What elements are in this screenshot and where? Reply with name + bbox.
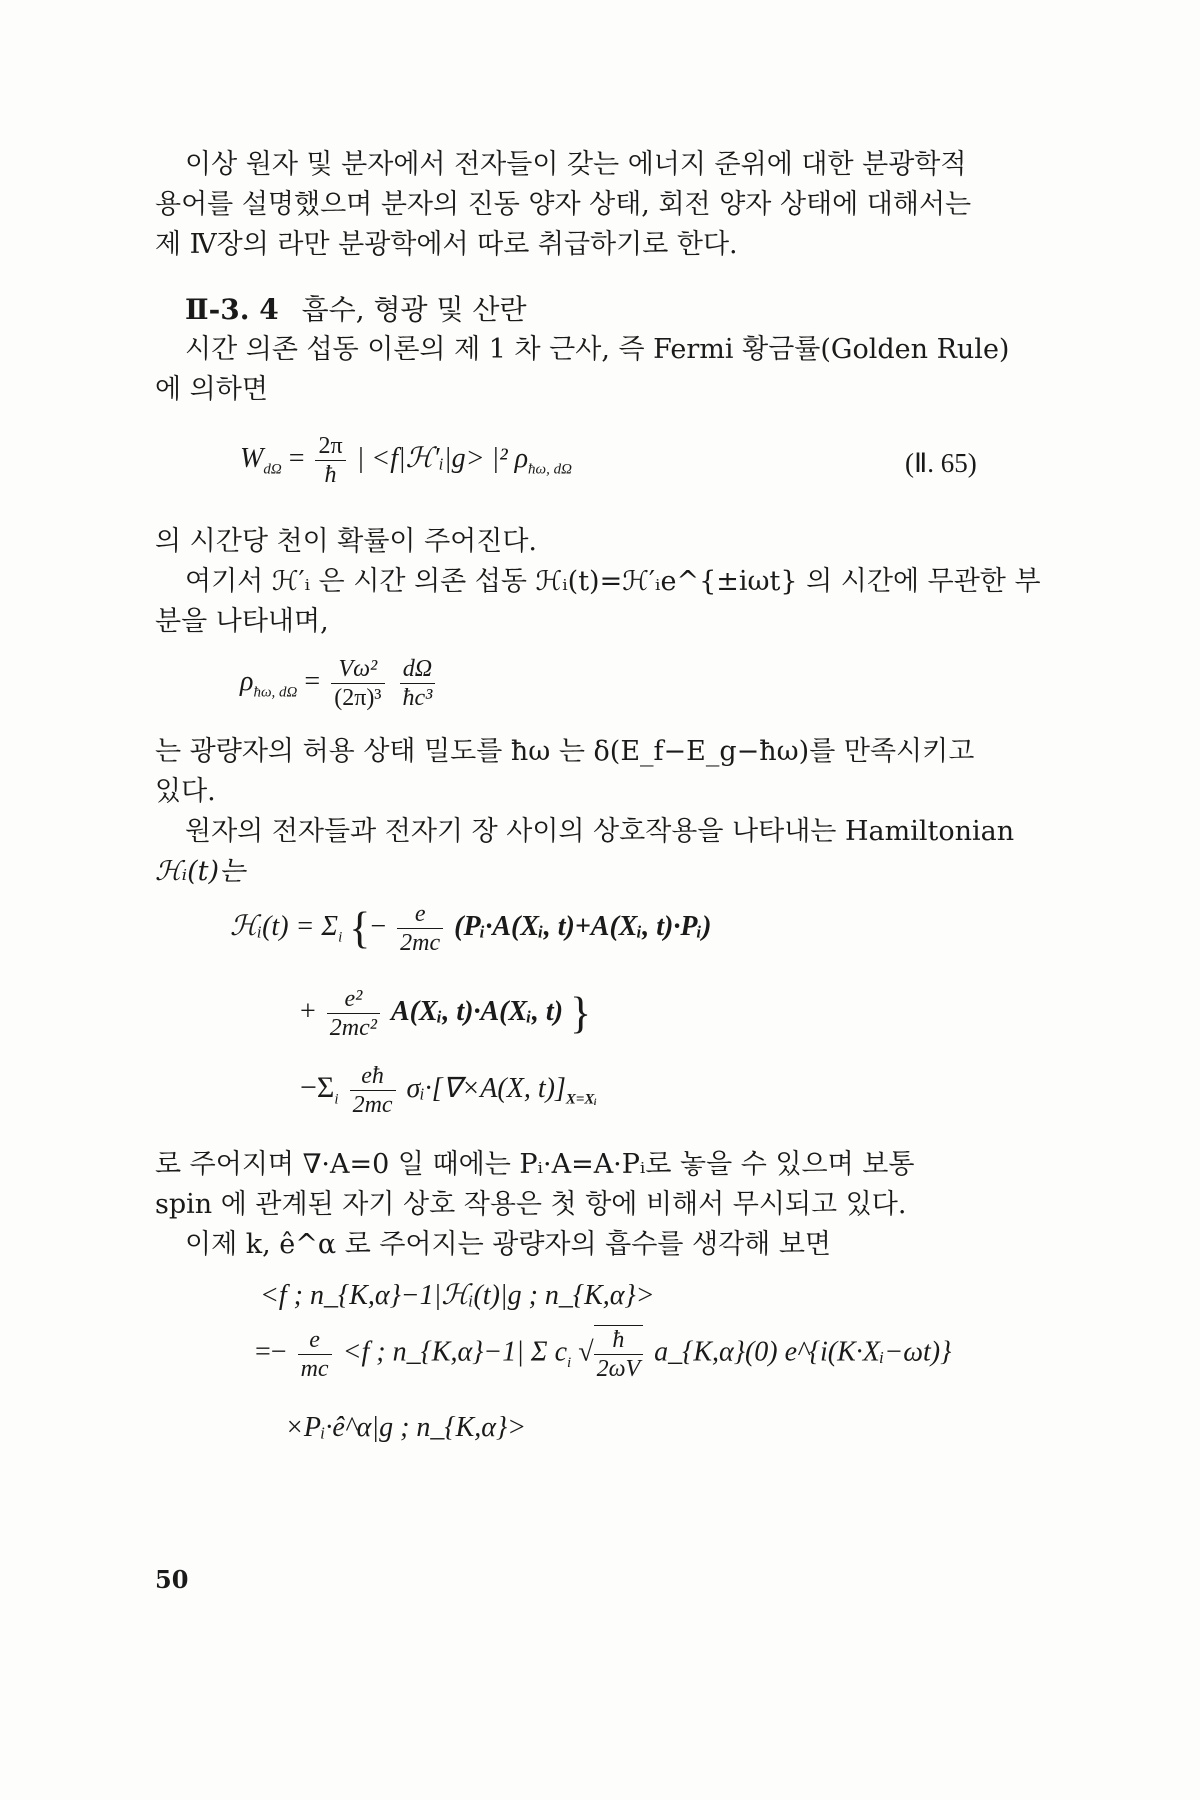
paragraph-1-line-1: 이상 원자 및 분자에서 전자들이 갖는 에너지 준위에 대한 분광학적	[185, 149, 967, 180]
paragraph-3-line-3: 분을 나타내며,	[155, 606, 329, 637]
paragraph-2-line-1: 시간 의존 섭동 이론의 제 1 차 근사, 즉 Fermi 황금률(Golden Rule)	[185, 334, 1010, 365]
ham-row3-frac-den: 2mc	[350, 1090, 396, 1119]
paragraph-1-line-3: 제 Ⅳ장의 라만 분광학에서 따로 취급하기로 한다.	[155, 229, 738, 260]
equation-absorption-row-3: ×Pᵢ·ê^α|g ; n_{K,α}>	[285, 1412, 527, 1443]
eq-rho-f2-num: dΩ	[402, 656, 433, 682]
abs-row2-sum-index: i	[567, 1355, 572, 1372]
abs-row2-sqrt-num: ħ	[612, 1327, 625, 1353]
paragraph-3-line-2: 여기서 ℋ′ᵢ 은 시간 의존 섭동 ℋᵢ(t)=ℋ′ᵢe^{±iωt} 의 시간에 무관한 부	[185, 566, 1041, 597]
eq65-equals: =	[288, 442, 305, 474]
ham-row3-sum-index: i	[334, 1091, 339, 1108]
ham-row2-frac-num: e²	[344, 986, 363, 1012]
eq65-lhs: W	[240, 442, 264, 474]
equation-hamiltonian-row-3	[300, 1062, 597, 1119]
paragraph-2-line-2: 에 의하면	[155, 374, 268, 405]
paragraph-4-line-4: ℋᵢ(t)는	[155, 856, 246, 887]
eq-rho-fraction-1	[331, 655, 384, 712]
ham-row2-frac-den: 2mc²	[327, 1013, 380, 1042]
abs-row2-mid: <f ; n_{K,α}−1| Σ c	[342, 1336, 568, 1368]
equation-hamiltonian-row-2: + $\frac{\text{e²}}{\text{2mc²}}$ A(Xᵢ, t)·A(Xᵢ, t) }	[300, 986, 592, 1041]
eq-rho-equals: =	[304, 665, 321, 697]
section-title: 흡수, 형광 및 산란	[301, 293, 527, 326]
ham-row3-fraction	[350, 1062, 396, 1119]
eq-rho-lhs-sub: ħω, dΩ	[253, 684, 298, 701]
eq-rho-f2-den: ħc³	[400, 683, 436, 712]
abs-row2-frac-num: e	[309, 1326, 320, 1353]
abs-row2-prefix: =−	[255, 1336, 287, 1368]
paragraph-4-line-3: 원자의 전자들과 전자기 장 사이의 상호작용을 나타내는 Hamiltonian	[185, 816, 1015, 847]
ham-row3-frac-num: eħ	[361, 1063, 384, 1089]
eq65-rho: ρ	[514, 442, 529, 474]
equation-rho	[240, 655, 439, 712]
ham-row1-fraction	[397, 900, 443, 957]
ham-row1-frac-num: e	[414, 901, 426, 927]
equation-65	[240, 432, 572, 489]
abs-row2-frac-den: mc	[298, 1354, 332, 1383]
eq65-rho-sub: ħω, dΩ	[528, 461, 572, 478]
paragraph-4-line-2: 있다.	[155, 776, 216, 807]
equation-hamiltonian-row-1: ℋᵢ(t) = $\Sigma_i$ {− $\frac{e}{2mc}$ (Pᵢ·A(Xᵢ, t)+A(Xᵢ, t)·Pᵢ)	[230, 901, 712, 956]
section-heading	[185, 290, 527, 330]
sqrt-icon: √	[578, 1336, 594, 1368]
eq-rho-f1-num: Vω²	[338, 656, 378, 682]
eq-rho-fraction-2	[400, 655, 436, 712]
ham-row2-rest: A(Xᵢ, t)·A(Xᵢ, t)	[390, 995, 564, 1027]
ham-row1-lhs: ℋᵢ(t) = Σ	[230, 910, 339, 942]
ham-row2-fraction	[327, 985, 380, 1042]
eq-rho-lhs: ρ	[240, 665, 254, 697]
ham-row3-sub: X=Xᵢ	[565, 1091, 597, 1108]
eq65-frac-num: 2π	[318, 433, 343, 459]
equation-absorption-row-1: <f ; n_{K,α}−1|ℋᵢ(t)|g ; n_{K,α}>	[260, 1280, 655, 1311]
paragraph-5-line-1: 로 주어지며 ∇·A=0 일 때에는 Pᵢ·A=A·Pᵢ로 놓을 수 있으며 보통	[155, 1149, 915, 1180]
section-number: Ⅱ-3. 4	[185, 293, 279, 326]
ham-row1-rest: (Pᵢ·A(Xᵢ, t)+A(Xᵢ, t)·Pᵢ)	[454, 910, 712, 942]
left-brace-icon: {	[349, 903, 371, 953]
eq-rho-f1-den: (2π)³	[331, 683, 384, 712]
paragraph-5-line-3: 이제 k, ê^α 로 주어지는 광량자의 흡수를 생각해 보면	[185, 1229, 831, 1260]
paragraph-5-line-2: spin 에 관계된 자기 상호 작용은 첫 항에 비해서 무시되고 있다.	[155, 1189, 907, 1220]
equation-absorption-row-2	[255, 1325, 951, 1383]
equation-65-label: (Ⅱ. 65)	[905, 448, 977, 478]
abs-row2-sqrt-fraction	[594, 1325, 644, 1383]
ham-row1-frac-den: 2mc	[397, 928, 443, 957]
abs-row2-tail: a_{K,α}(0) e^{i(K·Xᵢ−ωt)}	[654, 1336, 952, 1368]
eq65-lhs-sub: dΩ	[263, 461, 282, 478]
paragraph-3-line-1: 의 시간당 천이 확률이 주어진다.	[155, 526, 537, 557]
eq65-matrix-element: | <f|ℋ′ᵢ|g> |²	[356, 442, 508, 474]
paragraph-1-line-2: 용어를 설명했으며 분자의 진동 양자 상태, 회전 양자 상태에 대해서는	[155, 189, 972, 220]
ham-row3-rest: σᵢ·[∇×A(X, t)]	[406, 1072, 566, 1104]
eq65-frac-den: ħ	[315, 460, 345, 489]
right-brace-icon: }	[570, 988, 592, 1038]
eq65-fraction	[315, 432, 345, 489]
abs-row2-sqrt-den: 2ωV	[594, 1354, 644, 1383]
abs-row2-fraction	[298, 1326, 332, 1383]
ham-row1-sum-index: i	[338, 929, 343, 946]
page-number: 50	[155, 1565, 189, 1594]
ham-row3-sum: −Σ	[300, 1070, 335, 1104]
paragraph-4-line-1: 는 광량자의 허용 상태 밀도를 ħω 는 δ(E_f−E_g−ħω)를 만족시키고	[155, 736, 975, 767]
